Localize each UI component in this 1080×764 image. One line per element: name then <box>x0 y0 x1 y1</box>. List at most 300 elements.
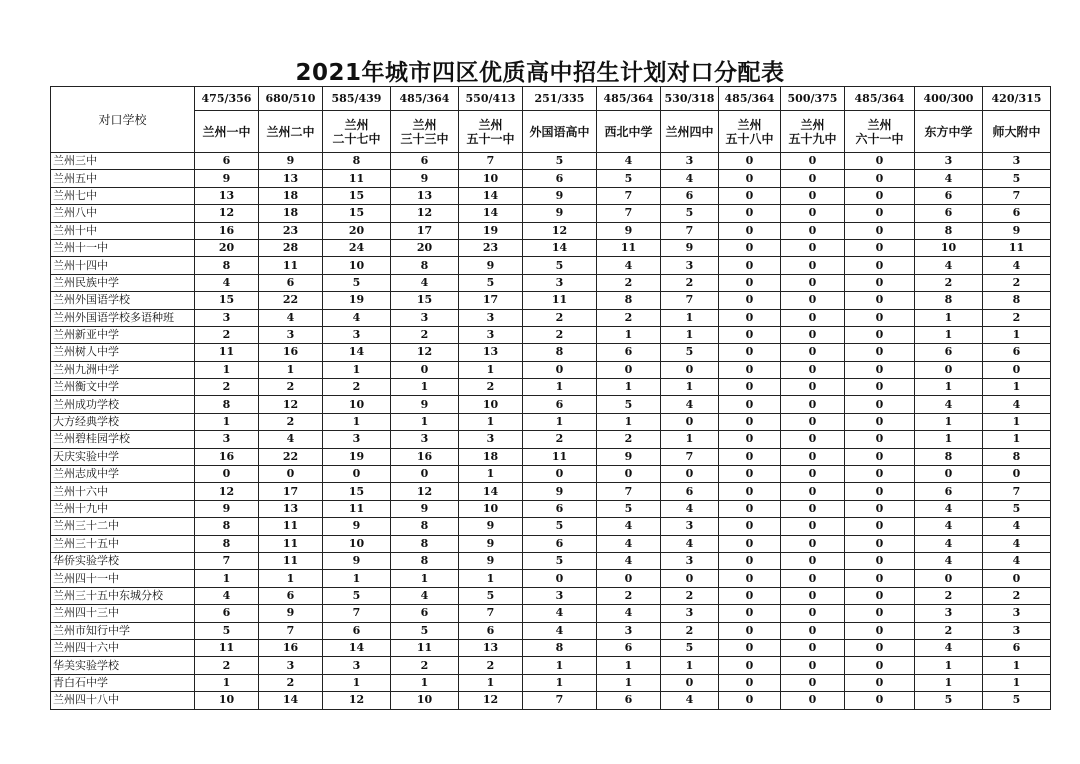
quota-cell: 14 <box>459 483 523 500</box>
quota-cell: 2 <box>983 274 1051 291</box>
quota-cell: 2 <box>661 587 719 604</box>
quota-cell: 7 <box>459 605 523 622</box>
table-row <box>51 466 1051 483</box>
quota-cell: 15 <box>391 292 459 309</box>
column-ratio: 400/300 <box>915 87 983 111</box>
quota-cell: 3 <box>983 605 1051 622</box>
quota-cell: 20 <box>323 222 391 239</box>
quota-cell: 5 <box>523 153 597 170</box>
quota-cell: 2 <box>523 326 597 343</box>
quota-cell: 2 <box>983 309 1051 326</box>
quota-cell: 0 <box>323 466 391 483</box>
table-body <box>51 153 1051 710</box>
quota-cell: 1 <box>915 326 983 343</box>
column-school-name <box>845 111 915 153</box>
quota-cell: 7 <box>259 622 323 639</box>
quota-cell: 0 <box>719 535 781 552</box>
quota-cell: 0 <box>719 639 781 656</box>
quota-cell: 15 <box>323 205 391 222</box>
column-name-line: 兰州四中 <box>665 124 714 139</box>
quota-cell: 0 <box>391 361 459 378</box>
quota-cell: 2 <box>323 379 391 396</box>
table-row <box>51 431 1051 448</box>
table-row <box>51 153 1051 170</box>
quota-cell: 3 <box>523 274 597 291</box>
quota-cell: 17 <box>459 292 523 309</box>
school-name-cell: 兰州十九中 <box>51 500 195 517</box>
quota-cell: 9 <box>323 552 391 569</box>
column-school-name <box>915 111 983 153</box>
school-name-cell: 青白石中学 <box>51 674 195 691</box>
quota-cell: 0 <box>845 692 915 709</box>
table-row <box>51 309 1051 326</box>
quota-cell: 7 <box>597 483 661 500</box>
quota-cell: 6 <box>523 535 597 552</box>
quota-cell: 14 <box>523 239 597 256</box>
school-name-cell: 兰州成功学校 <box>51 396 195 413</box>
table-row <box>51 570 1051 587</box>
quota-cell: 14 <box>459 205 523 222</box>
quota-cell: 0 <box>845 326 915 343</box>
quota-cell: 4 <box>597 535 661 552</box>
school-name-cell: 兰州四十八中 <box>51 692 195 709</box>
table-row <box>51 518 1051 535</box>
quota-cell: 1 <box>661 431 719 448</box>
quota-cell: 14 <box>323 344 391 361</box>
quota-cell: 0 <box>845 344 915 361</box>
quota-cell: 0 <box>719 657 781 674</box>
quota-cell: 3 <box>459 326 523 343</box>
quota-cell: 5 <box>523 257 597 274</box>
quota-cell: 11 <box>323 170 391 187</box>
quota-cell: 4 <box>391 587 459 604</box>
quota-cell: 10 <box>459 170 523 187</box>
quota-cell: 0 <box>781 518 845 535</box>
table-header <box>51 87 1051 153</box>
quota-cell: 7 <box>661 292 719 309</box>
quota-cell: 1 <box>459 466 523 483</box>
quota-cell: 9 <box>459 518 523 535</box>
quota-cell: 12 <box>391 344 459 361</box>
quota-cell: 0 <box>845 205 915 222</box>
quota-cell: 0 <box>983 361 1051 378</box>
column-name-line: 西北中学 <box>604 124 653 139</box>
quota-cell: 0 <box>781 222 845 239</box>
quota-cell: 8 <box>983 448 1051 465</box>
quota-cell: 2 <box>661 622 719 639</box>
column-school-name <box>661 111 719 153</box>
document-title: 2021年城市四区优质高中招生计划对口分配表 <box>295 60 785 86</box>
quota-cell: 1 <box>523 379 597 396</box>
quota-cell: 9 <box>459 552 523 569</box>
quota-cell: 1 <box>391 413 459 430</box>
quota-cell: 3 <box>323 657 391 674</box>
quota-cell: 8 <box>915 448 983 465</box>
quota-cell: 9 <box>459 257 523 274</box>
quota-cell: 2 <box>195 326 259 343</box>
quota-cell: 16 <box>195 448 259 465</box>
quota-cell: 12 <box>259 396 323 413</box>
column-ratio: 500/375 <box>781 87 845 111</box>
quota-cell: 4 <box>597 605 661 622</box>
quota-cell: 10 <box>459 396 523 413</box>
quota-cell: 5 <box>661 205 719 222</box>
quota-cell: 0 <box>719 570 781 587</box>
quota-cell: 3 <box>915 153 983 170</box>
quota-cell: 28 <box>259 239 323 256</box>
table-row <box>51 500 1051 517</box>
quota-cell: 13 <box>259 170 323 187</box>
quota-cell: 6 <box>597 344 661 361</box>
school-name-cell: 华侨实验学校 <box>51 552 195 569</box>
quota-cell: 1 <box>391 674 459 691</box>
quota-cell: 8 <box>391 257 459 274</box>
quota-cell: 0 <box>719 379 781 396</box>
quota-cell: 4 <box>915 170 983 187</box>
quota-cell: 9 <box>195 170 259 187</box>
quota-cell: 9 <box>391 396 459 413</box>
quota-cell: 0 <box>781 292 845 309</box>
quota-cell: 6 <box>195 605 259 622</box>
allocation-table <box>50 86 1051 710</box>
table-row <box>51 274 1051 291</box>
quota-cell: 1 <box>661 326 719 343</box>
quota-cell: 0 <box>719 396 781 413</box>
quota-cell: 0 <box>781 379 845 396</box>
quota-cell: 0 <box>845 639 915 656</box>
quota-cell: 5 <box>391 622 459 639</box>
quota-cell: 2 <box>523 431 597 448</box>
school-name-cell: 兰州三十五中 <box>51 535 195 552</box>
table-row <box>51 222 1051 239</box>
quota-cell: 8 <box>195 396 259 413</box>
quota-cell: 3 <box>259 657 323 674</box>
column-ratio: 485/364 <box>391 87 459 111</box>
quota-cell: 0 <box>983 466 1051 483</box>
table-row <box>51 257 1051 274</box>
quota-cell: 7 <box>459 153 523 170</box>
quota-cell: 1 <box>459 674 523 691</box>
quota-cell: 0 <box>781 170 845 187</box>
column-school-name <box>323 111 391 153</box>
quota-cell: 2 <box>597 309 661 326</box>
quota-cell: 0 <box>781 448 845 465</box>
quota-cell: 5 <box>459 274 523 291</box>
quota-cell: 0 <box>845 153 915 170</box>
column-ratio: 530/318 <box>661 87 719 111</box>
quota-cell: 1 <box>597 326 661 343</box>
quota-cell: 0 <box>661 361 719 378</box>
quota-cell: 0 <box>781 466 845 483</box>
quota-cell: 2 <box>523 309 597 326</box>
quota-cell: 24 <box>323 239 391 256</box>
quota-cell: 2 <box>259 674 323 691</box>
school-name-cell: 兰州外国语学校 <box>51 292 195 309</box>
column-name-line: 东方中学 <box>924 124 973 139</box>
table-row <box>51 674 1051 691</box>
column-school-name <box>523 111 597 153</box>
quota-cell: 6 <box>391 153 459 170</box>
quota-cell: 12 <box>195 205 259 222</box>
school-name-cell: 兰州民族中学 <box>51 274 195 291</box>
quota-cell: 7 <box>523 692 597 709</box>
quota-cell: 16 <box>391 448 459 465</box>
quota-cell: 0 <box>781 344 845 361</box>
quota-cell: 19 <box>323 448 391 465</box>
school-name-cell: 兰州五中 <box>51 170 195 187</box>
quota-cell: 3 <box>661 518 719 535</box>
quota-cell: 5 <box>195 622 259 639</box>
quota-cell: 20 <box>391 239 459 256</box>
quota-cell: 9 <box>983 222 1051 239</box>
quota-cell: 6 <box>983 639 1051 656</box>
quota-cell: 0 <box>781 361 845 378</box>
column-school-name <box>781 111 845 153</box>
quota-cell: 9 <box>459 535 523 552</box>
school-name-cell: 兰州市知行中学 <box>51 622 195 639</box>
quota-cell: 5 <box>459 587 523 604</box>
quota-cell: 0 <box>719 222 781 239</box>
column-name-line: 师大附中 <box>992 124 1041 139</box>
quota-cell: 0 <box>719 518 781 535</box>
quota-cell: 5 <box>983 170 1051 187</box>
quota-cell: 4 <box>391 274 459 291</box>
quota-cell: 5 <box>323 274 391 291</box>
quota-cell: 4 <box>983 257 1051 274</box>
quota-cell: 4 <box>597 552 661 569</box>
quota-cell: 4 <box>915 257 983 274</box>
quota-cell: 1 <box>523 413 597 430</box>
quota-cell: 2 <box>195 379 259 396</box>
quota-cell: 3 <box>323 431 391 448</box>
quota-cell: 11 <box>597 239 661 256</box>
quota-cell: 6 <box>259 274 323 291</box>
table-row <box>51 361 1051 378</box>
quota-cell: 4 <box>661 535 719 552</box>
quota-cell: 11 <box>523 292 597 309</box>
quota-cell: 5 <box>983 692 1051 709</box>
quota-cell: 0 <box>597 361 661 378</box>
quota-cell: 0 <box>845 222 915 239</box>
quota-cell: 8 <box>391 535 459 552</box>
quota-cell: 4 <box>915 518 983 535</box>
quota-cell: 6 <box>195 153 259 170</box>
school-name-cell: 兰州八中 <box>51 205 195 222</box>
school-name-cell: 兰州三中 <box>51 153 195 170</box>
quota-cell: 2 <box>195 657 259 674</box>
quota-cell: 0 <box>845 396 915 413</box>
column-name-line: 兰州 <box>800 117 825 132</box>
quota-cell: 9 <box>597 448 661 465</box>
column-ratio: 475/356 <box>195 87 259 111</box>
column-school-name <box>719 111 781 153</box>
quota-cell: 6 <box>597 692 661 709</box>
quota-cell: 0 <box>781 622 845 639</box>
quota-cell: 16 <box>195 222 259 239</box>
quota-cell: 0 <box>195 466 259 483</box>
quota-cell: 0 <box>781 274 845 291</box>
quota-cell: 1 <box>597 379 661 396</box>
quota-cell: 4 <box>983 535 1051 552</box>
quota-cell: 4 <box>983 396 1051 413</box>
quota-cell: 1 <box>983 674 1051 691</box>
column-name-line: 六十一中 <box>855 131 904 146</box>
quota-cell: 0 <box>845 535 915 552</box>
quota-cell: 9 <box>259 605 323 622</box>
table-row <box>51 396 1051 413</box>
quota-cell: 12 <box>391 205 459 222</box>
quota-cell: 0 <box>781 205 845 222</box>
quota-cell: 13 <box>195 187 259 204</box>
quota-cell: 2 <box>915 587 983 604</box>
quota-cell: 8 <box>915 292 983 309</box>
quota-cell: 0 <box>719 448 781 465</box>
quota-cell: 0 <box>845 483 915 500</box>
quota-cell: 3 <box>661 153 719 170</box>
quota-cell: 1 <box>915 431 983 448</box>
quota-cell: 0 <box>845 448 915 465</box>
school-name-cell: 兰州四十六中 <box>51 639 195 656</box>
school-name-cell: 兰州新亚中学 <box>51 326 195 343</box>
table-row <box>51 379 1051 396</box>
quota-cell: 7 <box>661 222 719 239</box>
row-header-label: 对口学校 <box>51 87 195 153</box>
quota-cell: 23 <box>459 239 523 256</box>
quota-cell: 1 <box>661 657 719 674</box>
column-name-line: 兰州二中 <box>266 124 315 139</box>
quota-cell: 1 <box>459 413 523 430</box>
quota-cell: 0 <box>259 466 323 483</box>
quota-cell: 0 <box>781 500 845 517</box>
quota-cell: 9 <box>259 153 323 170</box>
quota-cell: 6 <box>523 170 597 187</box>
quota-cell: 4 <box>195 587 259 604</box>
quota-cell: 0 <box>845 500 915 517</box>
quota-cell: 0 <box>845 257 915 274</box>
quota-cell: 4 <box>661 692 719 709</box>
quota-cell: 3 <box>661 257 719 274</box>
quota-cell: 17 <box>391 222 459 239</box>
school-name-cell: 兰州三十二中 <box>51 518 195 535</box>
quota-cell: 14 <box>259 692 323 709</box>
quota-cell: 0 <box>781 674 845 691</box>
quota-cell: 2 <box>259 413 323 430</box>
quota-cell: 4 <box>661 500 719 517</box>
quota-cell: 2 <box>915 274 983 291</box>
quota-cell: 11 <box>259 535 323 552</box>
quota-cell: 1 <box>983 326 1051 343</box>
column-ratio: 420/315 <box>983 87 1051 111</box>
quota-cell: 0 <box>845 657 915 674</box>
quota-cell: 14 <box>459 187 523 204</box>
quota-cell: 3 <box>523 587 597 604</box>
quota-cell: 3 <box>661 552 719 569</box>
quota-cell: 0 <box>597 466 661 483</box>
quota-cell: 1 <box>983 379 1051 396</box>
column-school-name <box>459 111 523 153</box>
quota-cell: 11 <box>259 552 323 569</box>
quota-cell: 8 <box>915 222 983 239</box>
quota-cell: 0 <box>845 570 915 587</box>
quota-cell: 1 <box>661 309 719 326</box>
quota-cell: 0 <box>845 239 915 256</box>
school-name-cell: 兰州碧桂园学校 <box>51 431 195 448</box>
quota-cell: 7 <box>323 605 391 622</box>
column-ratio: 485/364 <box>719 87 781 111</box>
quota-cell: 0 <box>781 552 845 569</box>
column-name-line: 兰州 <box>412 117 437 132</box>
school-name-cell: 华美实验学校 <box>51 657 195 674</box>
quota-cell: 0 <box>781 692 845 709</box>
quota-cell: 0 <box>845 292 915 309</box>
quota-cell: 0 <box>719 605 781 622</box>
quota-cell: 6 <box>661 483 719 500</box>
column-name-line: 兰州 <box>478 117 503 132</box>
quota-cell: 1 <box>597 674 661 691</box>
quota-cell: 9 <box>391 500 459 517</box>
column-ratio: 585/439 <box>323 87 391 111</box>
quota-cell: 6 <box>523 500 597 517</box>
quota-cell: 0 <box>845 274 915 291</box>
quota-cell: 10 <box>459 500 523 517</box>
school-name-cell: 兰州十一中 <box>51 239 195 256</box>
table-row <box>51 552 1051 569</box>
quota-cell: 0 <box>781 483 845 500</box>
quota-cell: 0 <box>719 239 781 256</box>
quota-cell: 2 <box>597 274 661 291</box>
column-name-line: 兰州一中 <box>202 124 251 139</box>
quota-cell: 3 <box>459 309 523 326</box>
quota-cell: 11 <box>195 639 259 656</box>
quota-cell: 5 <box>661 344 719 361</box>
quota-cell: 0 <box>719 292 781 309</box>
quota-cell: 0 <box>781 239 845 256</box>
quota-cell: 0 <box>719 170 781 187</box>
quota-cell: 0 <box>719 413 781 430</box>
quota-cell: 5 <box>661 639 719 656</box>
quota-cell: 11 <box>983 239 1051 256</box>
quota-cell: 0 <box>719 326 781 343</box>
quota-cell: 1 <box>195 361 259 378</box>
quota-cell: 3 <box>983 622 1051 639</box>
quota-cell: 7 <box>983 187 1051 204</box>
quota-cell: 8 <box>523 344 597 361</box>
quota-cell: 0 <box>719 622 781 639</box>
table-row <box>51 344 1051 361</box>
quota-cell: 0 <box>845 622 915 639</box>
quota-cell: 0 <box>781 535 845 552</box>
school-name-cell: 兰州树人中学 <box>51 344 195 361</box>
table-row <box>51 448 1051 465</box>
quota-cell: 0 <box>719 674 781 691</box>
quota-cell: 1 <box>983 413 1051 430</box>
quota-cell: 1 <box>195 674 259 691</box>
quota-cell: 0 <box>845 674 915 691</box>
quota-cell: 6 <box>391 605 459 622</box>
quota-cell: 9 <box>523 187 597 204</box>
quota-cell: 2 <box>661 274 719 291</box>
quota-cell: 0 <box>845 361 915 378</box>
quota-cell: 0 <box>845 170 915 187</box>
quota-cell: 5 <box>597 170 661 187</box>
quota-cell: 6 <box>523 396 597 413</box>
quota-cell: 0 <box>781 639 845 656</box>
quota-cell: 0 <box>661 570 719 587</box>
quota-cell: 4 <box>523 605 597 622</box>
table-row <box>51 622 1051 639</box>
quota-cell: 7 <box>661 448 719 465</box>
quota-cell: 0 <box>781 570 845 587</box>
